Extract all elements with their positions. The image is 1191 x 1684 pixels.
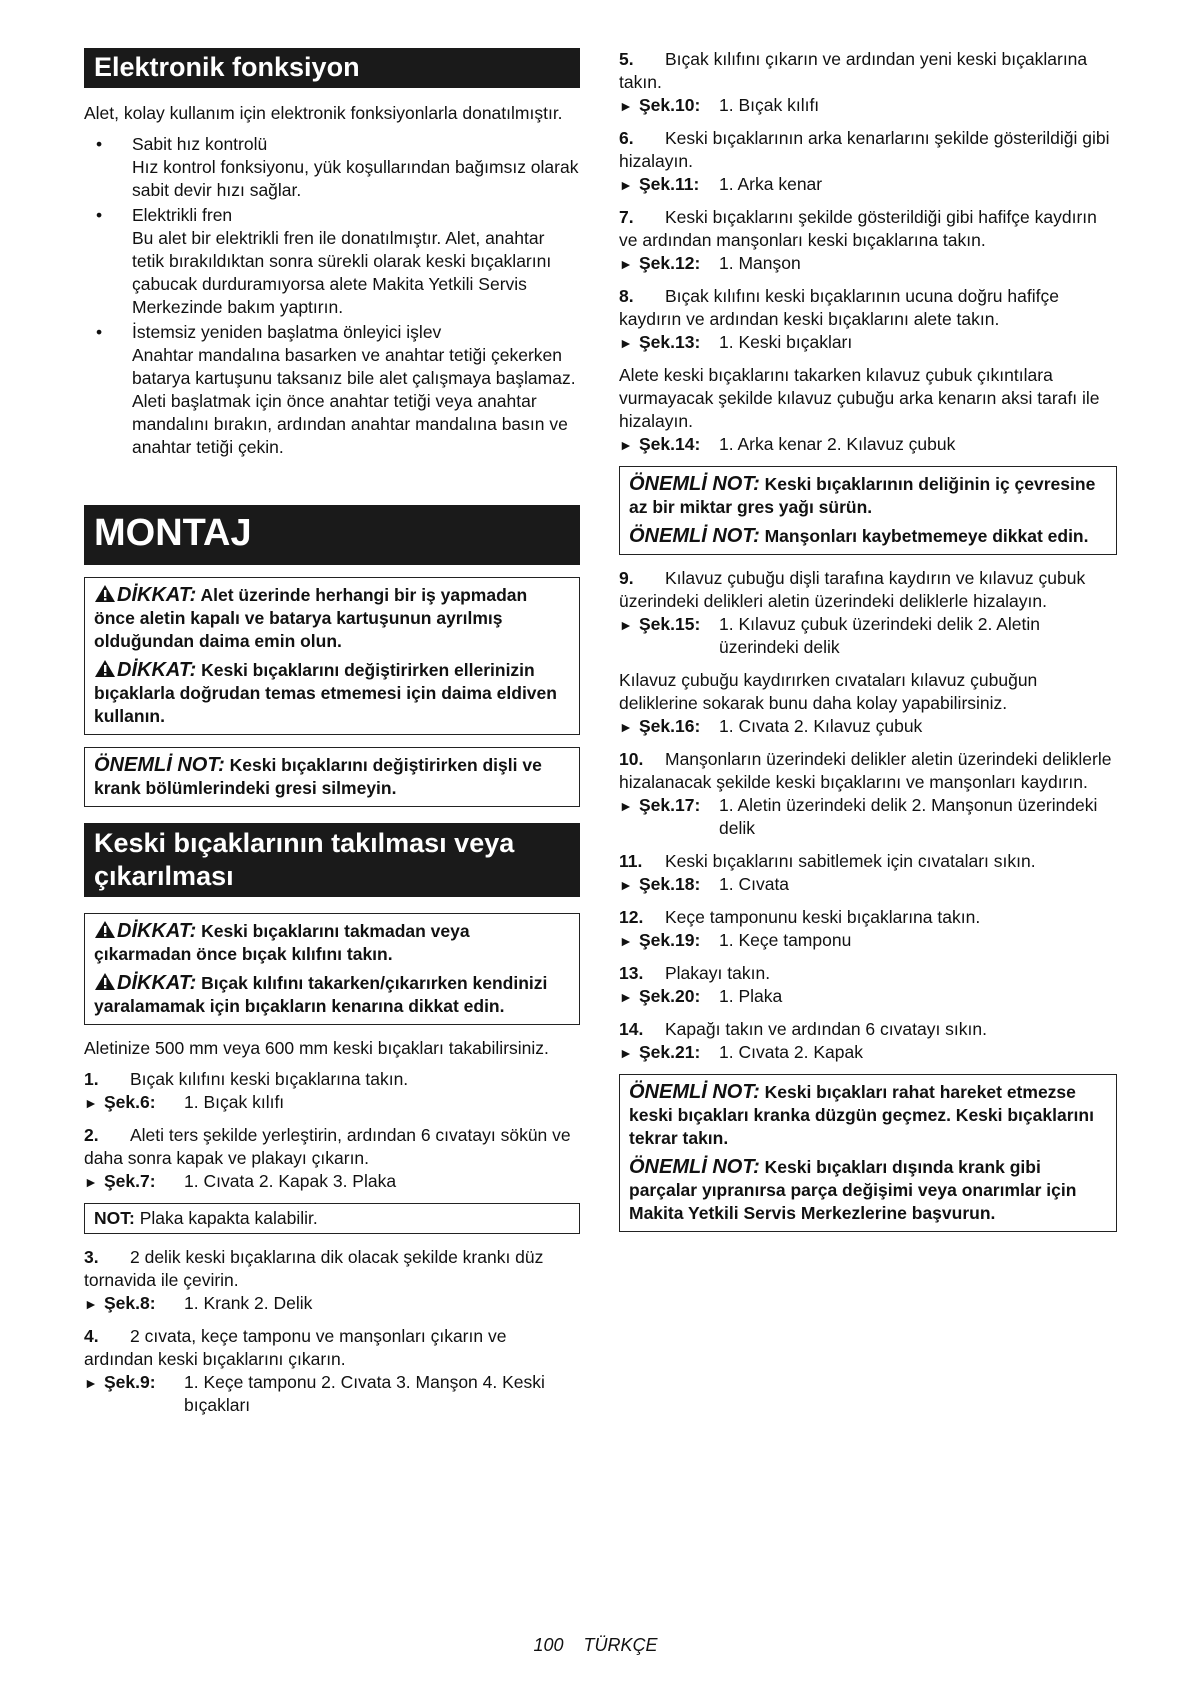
page-number: 100 [533,1635,564,1655]
step-10: 10. Manşonların üzerindeki delikler aletin üzerindeki deliklerle hizalanacak şekilde keski bıçaklarını ve manşonları kaydırın. ► Şek.17: 1. Aletin üzerindeki delik 2. Manşonun üzerindeki delik [619,748,1117,840]
bullet-dot-icon: • [96,134,103,154]
step-5: 5. Bıçak kılıfını çıkarın ve ardından yeni keski bıçaklarına takın. ► Şek.10: 1. Bıçak kılıfı [619,48,1117,117]
notice-box [619,1074,1117,1232]
arrow-right-icon: ► [619,798,633,814]
bullet-item [84,321,580,459]
caution-entry: DİKKAT: Keski bıçaklarını değiştirirken ellerinizin bıçaklarla doğrudan temas etmemesi için daima eldiven kullanın. [94,659,557,726]
paragraph-guide-bar: Alete keski bıçaklarını takarken kılavuz çubuk çıkıntılara vurmayacak şekilde kılavuz çubuğu arka kenarın aksi tarafı ile hizalayın. ► Şek.14: 1. Arka kenar 2. Kılavuz çubuk [619,364,1117,456]
bullet-dot-icon: • [96,322,103,342]
figure-reference: ► Şek.8: 1. Krank 2. Delik [84,1292,580,1315]
figure-reference: ► Şek.21: 1. Cıvata 2. Kapak [619,1041,1117,1064]
figure-reference: ► Şek.6: 1. Bıçak kılıfı [84,1091,580,1114]
step-11: 11. Keski bıçaklarını sabitlemek için cıvataları sıkın. ► Şek.18: 1. Cıvata [619,850,1117,896]
page-footer [0,1634,1191,1657]
notice-entry: ÖNEMLİ NOT: Keski bıçaklarını değiştirirken dişli ve krank bölümlerindeki gresi silmeyin. [94,754,542,798]
arrow-right-icon: ► [619,98,633,114]
footer-language: TÜRKÇE [583,1635,658,1655]
bullet-title: Elektrikli fren [132,205,233,225]
figure-reference: ► Şek.11: 1. Arka kenar [619,173,1117,196]
arrow-right-icon: ► [619,1045,633,1061]
arrow-right-icon: ► [619,719,633,735]
notice-entry: ÖNEMLİ NOT: Keski bıçaklarının deliğinin iç çevresine az bir miktar gres yağı sürün. [629,473,1096,517]
notice-entry: ÖNEMLİ NOT: Keski bıçakları rahat hareket etmezse keski bıçakları kranka düzgün geçmez. Keski bıçaklarını tekrar takın. [629,1081,1094,1148]
figure-reference: ► Şek.19: 1. Keçe tamponu [619,929,1117,952]
notice-entry: ÖNEMLİ NOT: Keski bıçakları dışında krank gibi parçalar yıpranırsa parça değişimi veya onarımlar için Makita Yetkili Servis Merkezlerine başvurun. [629,1156,1077,1223]
caution-box [84,913,580,1025]
figure-reference: ► Şek.7: 1. Cıvata 2. Kapak 3. Plaka [84,1170,580,1193]
caution-entry: DİKKAT: Alet üzerinde herhangi bir iş yapmadan önce aletin kapalı ve batarya kartuşunun ayrılmış olduğundan daima emin olun. [94,584,528,651]
bullet-text: Hız kontrol fonksiyonu, yük koşullarından bağımsız olarak sabit devir hızı sağlar. [132,157,579,200]
arrow-right-icon: ► [84,1174,98,1190]
caution-box [84,577,580,735]
warning-triangle-icon [94,972,116,991]
elektronik-intro: Alet, kolay kullanım için elektronik fonksiyonlarla donatılmıştır. [84,103,563,123]
figure-reference: ► Şek.15: 1. Kılavuz çubuk üzerindeki delik 2. Aletin üzerindeki delik [619,614,1041,657]
arrow-right-icon: ► [619,877,633,893]
step-9: 9. Kılavuz çubuğu dişli tarafına kaydırın ve kılavuz çubuk üzerindeki delikleri aletin üzerindeki deliklerle hizalayın. ► Şek.15: 1. Kılavuz çubuk üzerindeki delik 2. Aletin üzerindeki delik [619,567,1117,659]
step-13: 13. Plakayı takın. ► Şek.20: 1. Plaka [619,962,1117,1008]
step-7: 7. Keski bıçaklarını şekilde gösterildiği gibi hafifçe kaydırın ve ardından manşonları keski bıçaklarına takın. ► Şek.12: 1. Manşon [619,206,1117,275]
figure-reference: ► Şek.18: 1. Cıvata [619,873,1117,896]
figure-reference: ► Şek.12: 1. Manşon [619,252,1117,275]
step-1: 1. Bıçak kılıfını keski bıçaklarına takın. ► Şek.6: 1. Bıçak kılıfı [84,1068,580,1114]
section-heading-elektronik: Elektronik fonksiyon [84,48,580,88]
note-box: NOT: Plaka kapakta kalabilir. [84,1203,580,1234]
arrow-right-icon: ► [619,177,633,193]
notice-box [84,747,580,807]
arrow-right-icon: ► [84,1375,98,1391]
section-heading-keski: Keski bıçaklarının takılması veya çıkarılması [84,823,580,897]
step-2: 2. Aleti ters şekilde yerleştirin, ardından 6 cıvatayı sökün ve daha sonra kapak ve plakayı çıkarın. ► Şek.7: 1. Cıvata 2. Kapak 3. Plaka [84,1124,580,1193]
section-heading-montaj: MONTAJ [84,505,580,565]
left-column [84,48,580,1427]
caution-entry: DİKKAT: Keski bıçaklarını takmadan veya çıkarmadan önce bıçak kılıfını takın. [94,920,470,964]
arrow-right-icon: ► [619,335,633,351]
figure-reference: ► Şek.14: 1. Arka kenar 2. Kılavuz çubuk [619,433,1117,456]
step-12: 12. Keçe tamponunu keski bıçaklarına takın. ► Şek.19: 1. Keçe tamponu [619,906,1117,952]
bullet-dot-icon: • [96,205,103,225]
right-column [619,48,1117,1244]
notice-box [619,466,1117,555]
step-8: 8. Bıçak kılıfını keski bıçaklarının ucuna doğru hafifçe kaydırın ve ardından keski bıçaklarını alete takın. ► Şek.13: 1. Keski bıçakları [619,285,1117,354]
arrow-right-icon: ► [619,617,633,633]
arrow-right-icon: ► [619,437,633,453]
figure-reference: ► Şek.9: 1. Keçe tamponu 2. Cıvata 3. Manşon 4. Keski bıçakları [84,1372,545,1415]
arrow-right-icon: ► [619,256,633,272]
step-6: 6. Keski bıçaklarının arka kenarlarını şekilde gösterildiği gibi hizalayın. ► Şek.11: 1. Arka kenar [619,127,1117,196]
figure-reference: ► Şek.16: 1. Cıvata 2. Kılavuz çubuk [619,715,1117,738]
step-14: 14. Kapağı takın ve ardından 6 cıvatayı sıkın. ► Şek.21: 1. Cıvata 2. Kapak [619,1018,1117,1064]
notice-entry: ÖNEMLİ NOT: Manşonları kaybetmemeye dikkat edin. [629,525,1089,547]
figure-reference: ► Şek.10: 1. Bıçak kılıfı [619,94,1117,117]
arrow-right-icon: ► [619,933,633,949]
bullet-item [84,204,580,319]
step-3: 3. 2 delik keski bıçaklarına dik olacak şekilde krankı düz tornavida ile çevirin. ► Şek.8: 1. Krank 2. Delik [84,1246,580,1315]
warning-triangle-icon [94,920,116,939]
keski-intro: Aletinize 500 mm veya 600 mm keski bıçakları takabilirsiniz. [84,1038,549,1058]
paragraph-bolts: Kılavuz çubuğu kaydırırken cıvataları kılavuz çubuğun deliklerine sokarak bunu daha kolay yapabilirsiniz. ► Şek.16: 1. Cıvata 2. Kılavuz çubuk [619,669,1117,738]
arrow-right-icon: ► [84,1296,98,1312]
figure-reference: ► Şek.13: 1. Keski bıçakları [619,331,1117,354]
bullet-item [84,133,580,202]
step-4: 4. 2 cıvata, keçe tamponu ve manşonları çıkarın ve ardından keski bıçaklarını çıkarın. ► Şek.9: 1. Keçe tamponu 2. Cıvata 3. Manşon 4. Keski bıçakları [84,1325,580,1417]
bullet-title: Sabit hız kontrolü [132,134,268,154]
bullet-text: Anahtar mandalına basarken ve anahtar tetiği çekerken batarya kartuşunu taksanız bile alet çalışmaya başlamaz. Aleti başlatmak için önce anahtar tetiği veya anahtar mandalını bırakın, ardından anahtar mandalına basın ve anahtar tetiği çekin. [132,345,576,457]
figure-reference: ► Şek.20: 1. Plaka [619,985,1117,1008]
warning-triangle-icon [94,659,116,678]
bullet-title: İstemsiz yeniden başlatma önleyici işlev [132,322,442,342]
caution-entry: DİKKAT: Bıçak kılıfını takarken/çıkarırken kendinizi yaralamamak için bıçakların kenarına dikkat edin. [94,972,548,1016]
warning-triangle-icon [94,584,116,603]
bullet-text: Bu alet bir elektrikli fren ile donatılmıştır. Alet, anahtar tetik bırakıldıktan sonra sürekli olarak keski bıçaklarını çabucak durduramıyorsa alete Makita Yetkili Servis Merkezinde bakım yaptırın. [132,228,552,317]
figure-reference: ► Şek.17: 1. Aletin üzerindeki delik 2. Manşonun üzerindeki delik [619,795,1098,838]
arrow-right-icon: ► [619,989,633,1005]
arrow-right-icon: ► [84,1095,98,1111]
